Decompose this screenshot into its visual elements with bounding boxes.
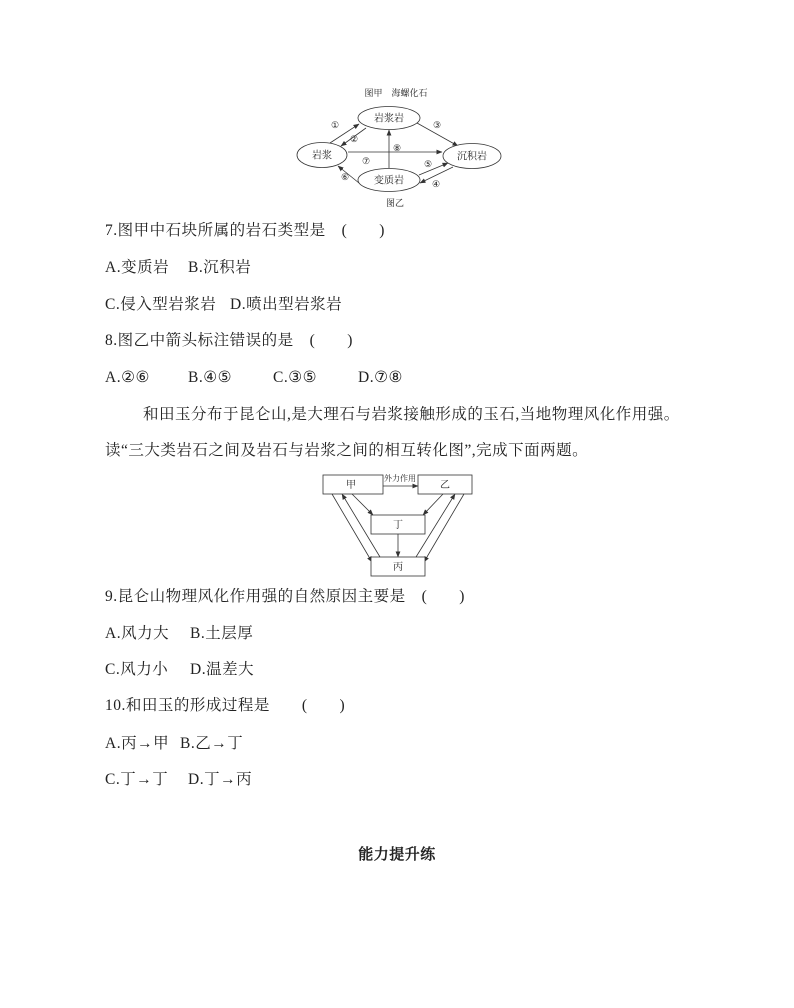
node-metamorphic-rock-label: 变质岩: [374, 175, 404, 187]
node-magma-label: 岩浆: [312, 150, 332, 162]
section-title: 能力提升练: [358, 847, 436, 863]
arrow-3-label: ③: [432, 121, 442, 131]
question-8-option-d: D.⑦⑧: [358, 369, 403, 386]
question-8-option-c: C.③⑤: [273, 369, 318, 386]
question-10-option-a: A.丙→甲: [105, 735, 170, 752]
arrow-4-label: ④: [431, 180, 441, 190]
node-sedimentary-rock-label: 沉积岩: [457, 151, 487, 163]
question-7-options-row-1: [105, 257, 251, 279]
question-10-option-d: D.丁→丙: [188, 771, 253, 788]
arrow-6-label: ⑥: [340, 173, 350, 183]
arrow-yi-to-ding: [423, 494, 443, 515]
rock-transformation-diagram: [315, 468, 480, 583]
question-7-option-d: D.喷出型岩浆岩: [230, 296, 343, 313]
question-7-stem: 7.图甲中石块所属的岩石类型是 ( ): [105, 222, 385, 239]
question-9-options-row-2: [105, 659, 254, 681]
question-8-option-b: B.④⑤: [188, 369, 233, 386]
arrow-1-label: ①: [330, 121, 340, 131]
node-ding-label: 丁: [393, 520, 403, 531]
question-9-option-c: C.风力小: [105, 661, 169, 678]
arrow-5-label: ⑤: [423, 160, 433, 170]
question-10-option-c: C.丁→丁: [105, 771, 169, 788]
question-10-options-row-2: [105, 769, 252, 791]
arrow-8-label: ⑧: [392, 144, 402, 154]
passage-line-2: 读“三大类岩石之间及岩石与岩浆之间的相互转化图”,完成下面两题。: [105, 442, 589, 459]
question-10-stem: 10.和田玉的形成过程是 ( ): [105, 697, 346, 714]
question-7-options-row-2: [105, 294, 342, 316]
question-9-option-b: B.土层厚: [190, 625, 254, 642]
question-7-option-c: C.侵入型岩浆岩: [105, 296, 217, 313]
figure-caption-bottom: 图乙: [385, 199, 405, 209]
node-bing-label: 丙: [393, 562, 403, 573]
node-yi-label: 乙: [440, 480, 450, 491]
arrow-yi-to-bing: [424, 494, 464, 562]
figure-caption-top: 图甲 海螺化石: [364, 89, 428, 99]
node-jia-label: 甲: [346, 480, 356, 491]
node-magmatic-rock-label: 岩浆岩: [374, 113, 404, 125]
arrow-jia-to-yi-label: 外力作用: [384, 474, 416, 483]
question-10-option-b: B.乙→丁: [180, 735, 244, 752]
question-8-options-row: [105, 367, 403, 389]
question-9-stem: 9.昆仑山物理风化作用强的自然原因主要是 ( ): [105, 588, 465, 605]
rock-cycle-diagram: [290, 82, 510, 214]
question-10-options-row-1: [105, 733, 243, 755]
question-9-option-a: A.风力大: [105, 625, 170, 642]
arrow-7-label: ⑦: [361, 157, 371, 167]
question-8-option-a: A.②⑥: [105, 369, 150, 386]
question-7-option-b: B.沉积岩: [188, 259, 252, 276]
arrow-2-label: ②: [349, 135, 359, 145]
question-9-options-row-1: [105, 623, 253, 645]
question-9-option-d: D.温差大: [190, 661, 255, 678]
question-7-option-a: A.变质岩: [105, 259, 170, 276]
passage-line-1: 和田玉分布于昆仑山,是大理石与岩浆接触形成的玉石,当地物理风化作用强。: [143, 406, 680, 423]
arrow-jia-to-ding: [352, 494, 373, 515]
question-8-stem: 8.图乙中箭头标注错误的是 ( ): [105, 332, 353, 349]
arrow-jia-to-bing: [332, 494, 372, 562]
